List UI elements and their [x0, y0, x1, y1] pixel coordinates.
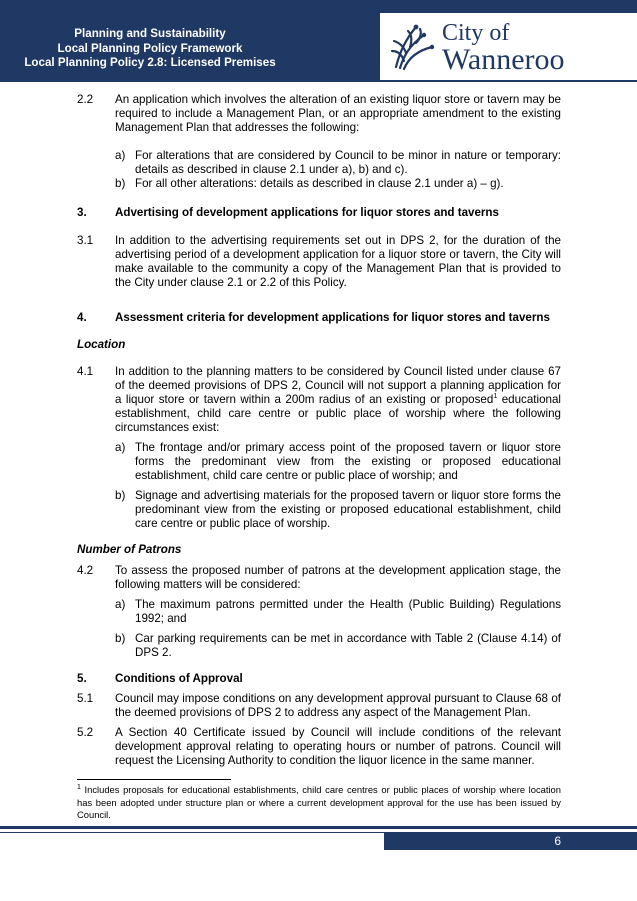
- clause-text: To assess the proposed number of patrons at the development application stage, the following matters will be considered:: [115, 564, 561, 591]
- clause-number: 4.2: [77, 564, 94, 577]
- footer-white-segment: [0, 832, 384, 850]
- clause-2-2-item-a: [77, 149, 561, 177]
- section-number: 5.: [77, 672, 87, 685]
- clause-text: Council may impose conditions on any development approval pursuant to Clause 68 of the deemed provisions of DPS 2 to address any aspect of the Management Plan.: [115, 692, 561, 719]
- clause-number: 5.2: [77, 726, 94, 739]
- clause-number: 4.1: [77, 365, 94, 378]
- header-line-3: Local Planning Policy 2.8: Licensed Premises: [24, 56, 276, 69]
- section-number: 4.: [77, 311, 87, 324]
- header-line-2: Local Planning Policy Framework: [57, 41, 243, 55]
- clause-text: In addition to the advertising requirements set out in DPS 2, for the duration of the advertising period of a development application for a liquor store or tavern, the City will make available to the community a copy of the Management Plan that is provided to the City under clause 2.1 or 2.2 of this Policy.: [115, 234, 561, 289]
- header-line-1: Planning and Sustainability: [74, 27, 226, 40]
- section-number: 3.: [77, 206, 87, 219]
- footer-rule: [0, 826, 637, 829]
- clause-text: A Section 40 Certificate issued by Council will include conditions of the relevant development approval relating to operating hours or number of patrons. Council will request the Licensing Authority to condition the liquor licence in the same manner.: [115, 726, 561, 767]
- item-label: b): [115, 177, 126, 190]
- clause-text: An application which involves the alteration of an existing liquor store or tavern may be required to include a Management Plan, or an appropriate amendment to the existing Management Plan that addresses the following:: [115, 93, 561, 134]
- clause-4-2-item-b: [77, 632, 561, 660]
- footnote: [77, 784, 561, 822]
- item-label: a): [115, 149, 126, 162]
- item-label: b): [115, 489, 126, 502]
- wanneroo-emblem-icon: [390, 21, 438, 71]
- item-text: For alterations that are considered by Council to be minor in nature or temporary: details as described in clause 2.1 under a), b) and c).: [135, 149, 561, 176]
- section-title: Advertising of development applications for liquor stores and taverns: [115, 206, 499, 219]
- page-content: [77, 93, 561, 768]
- clause-4-1-item-a: [77, 441, 561, 483]
- footnote-mark: 1: [77, 783, 81, 791]
- item-text: For all other alterations: details as described in clause 2.1 under a) – g).: [135, 177, 504, 190]
- clause-number: 5.1: [77, 692, 94, 705]
- clause-5-1: [77, 692, 561, 720]
- clause-4-2-item-a: [77, 598, 561, 626]
- clause-4-1-item-b: [77, 489, 561, 531]
- logo-city-text: City of: [442, 20, 510, 46]
- item-label: a): [115, 441, 126, 454]
- clause-2-2-item-b: [77, 177, 561, 191]
- city-logo: [380, 13, 637, 80]
- item-text: The frontage and/or primary access point of the proposed tavern or liquor store forms the predominant view from the existing or proposed educational establishment, child care centre or public place of worship; and: [135, 441, 561, 482]
- section-5-heading: [77, 672, 561, 686]
- logo-name-text: Wanneroo: [442, 43, 565, 76]
- header-title-block: [0, 27, 300, 71]
- section-title: Assessment criteria for development applications for liquor stores and taverns: [115, 311, 550, 324]
- item-text: Car parking requirements can be met in accordance with Table 2 (Clause 4.14) of DPS 2.: [135, 632, 561, 659]
- clause-text-part-a: In addition to the planning matters to be considered by Council listed under clause 67 of the deemed provisions of DPS 2, Council will not support a planning application for a liquor store or tavern within a 200m radius of an existing or proposed: [115, 365, 561, 406]
- clause-3-1: [77, 234, 561, 290]
- patrons-subheading: Number of Patrons: [77, 543, 182, 556]
- item-label: a): [115, 598, 126, 611]
- page-number: 6: [554, 834, 561, 848]
- header-band: [0, 0, 637, 82]
- section-title: Conditions of Approval: [115, 672, 243, 685]
- item-label: b): [115, 632, 126, 645]
- clause-number: 3.1: [77, 234, 94, 247]
- footnote-separator: [77, 779, 231, 780]
- footnote-text: Includes proposals for educational establishments, child care centres or public places of worship where location has been adopted under structure plan or where a current development approval for the use has been issued by Council.: [77, 784, 561, 820]
- clause-2-2: [77, 93, 561, 135]
- location-subheading: Location: [77, 338, 126, 351]
- footer-band: [0, 832, 637, 850]
- clause-text-part-b: educational establishment, child care centre or public place of worship where the following circumstances exist:: [115, 393, 562, 434]
- item-text: The maximum patrons permitted under the Health (Public Building) Regulations 1992; and: [135, 598, 561, 625]
- clause-4-1: [77, 365, 561, 435]
- clause-4-2: [77, 564, 561, 592]
- section-4-heading: [77, 311, 561, 325]
- clause-number: 2.2: [77, 93, 94, 106]
- clause-5-2: [77, 726, 561, 768]
- footnote-reference: 1: [493, 393, 498, 401]
- item-text: Signage and advertising materials for the proposed tavern or liquor store forms the predominant view from the existing or proposed educational establishment, child care centre or public place of worship.: [135, 489, 561, 530]
- section-3-heading: [77, 206, 561, 220]
